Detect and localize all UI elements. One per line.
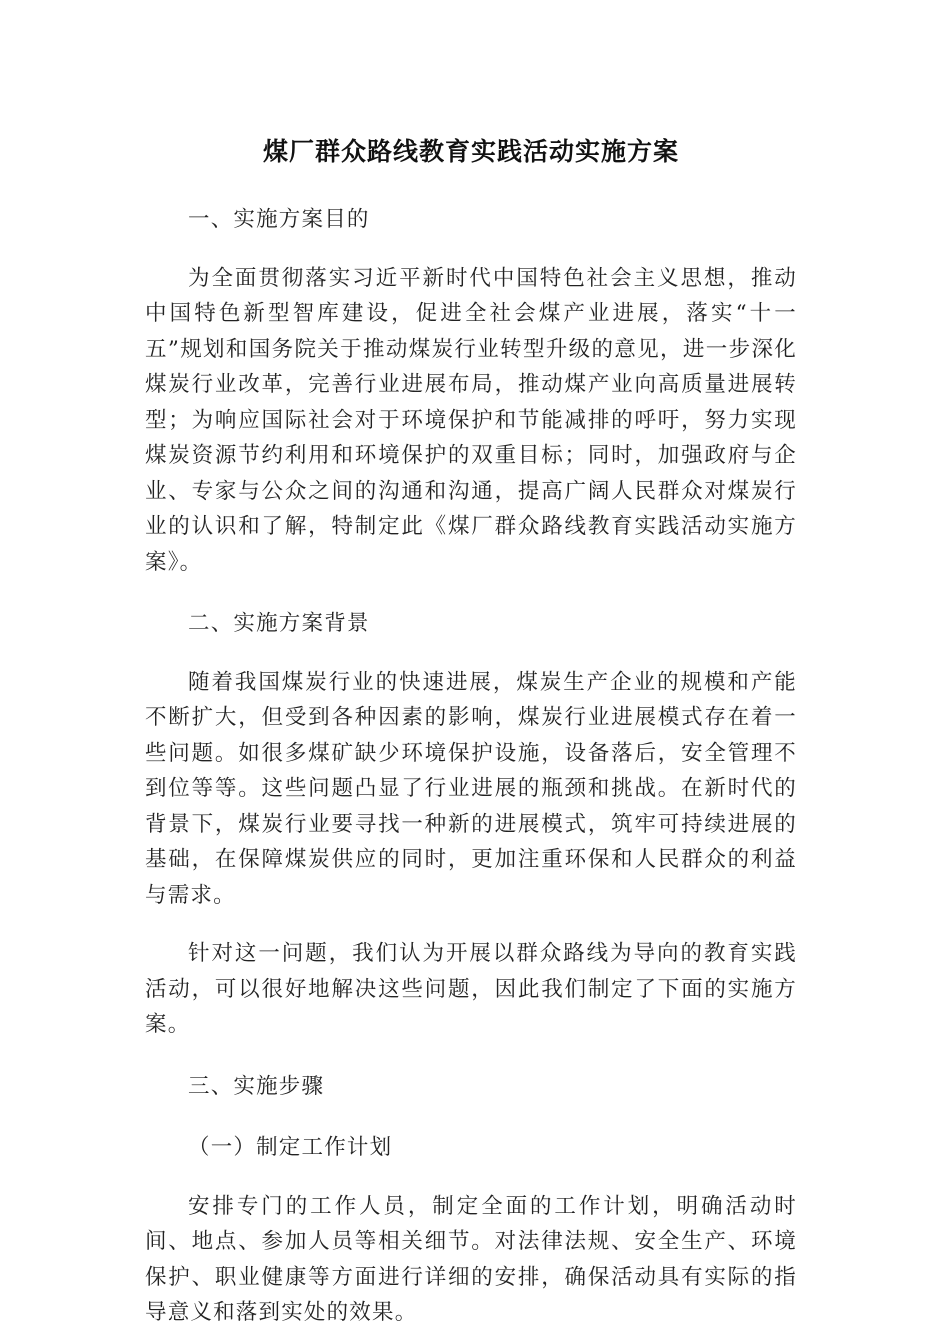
- paragraph-background: 随着我国煤炭行业的快速进展，煤炭生产企业的规模和产能不断扩大，但受到各种因素的影响，煤炭行业进展模式存在着一些问题。如很多煤矿缺少环境保护设施，设备落后，安全管理不到位等等。这些问题凸显了行业进展的瓶颈和挑战。在新时代的背景下，煤炭行业要寻找一种新的进展模式，筑牢可持续进展的基础，在保障煤炭供应的同时，更加注重环保和人民群众的利益与需求。: [145, 669, 797, 908]
- paragraph-plan: 安排专门的工作人员，制定全面的工作计划，明确活动时间、地点、参加人员等相关细节。对法律法规、安全生产、环境保护、职业健康等方面进行详细的安排，确保活动具有实际的指导意义和落到实处的效果。: [145, 1193, 797, 1325]
- paragraph-purpose: 为全面贯彻落实习近平新时代中国特色社会主义思想，推动中国特色新型智库建设，促进全社会煤产业进展，落实“十一五”规划和国务院关于推动煤炭行业转型升级的意见，进一步深化煤炭行业改革，完善行业进展布局，推动煤产业向高质量进展转型；为响应国际社会对于环境保护和节能减排的呼吁，努力实现煤炭资源节约利用和环境保护的双重目标；同时，加强政府与企业、专家与公众之间的沟通和沟通，提高广阔人民群众对煤炭行业的认识和了解，特制定此《煤厂群众路线教育实践活动实施方案》。: [145, 265, 797, 575]
- section-heading-background: 二、实施方案背景: [188, 611, 370, 636]
- subsection-heading-plan: （一）制定工作计划: [188, 1135, 393, 1160]
- section-heading-steps: 三、实施步骤: [188, 1073, 325, 1099]
- section-heading-purpose: 一、实施方案目的: [188, 207, 370, 232]
- document-page: [145, 132, 797, 1331]
- paragraph-approach: 针对这一问题，我们认为开展以群众路线为导向的教育实践活动，可以很好地解决这些问题，因此我们制定了下面的实施方案。: [145, 941, 797, 1037]
- document-title: 煤厂群众路线教育实践活动实施方案: [262, 137, 679, 166]
